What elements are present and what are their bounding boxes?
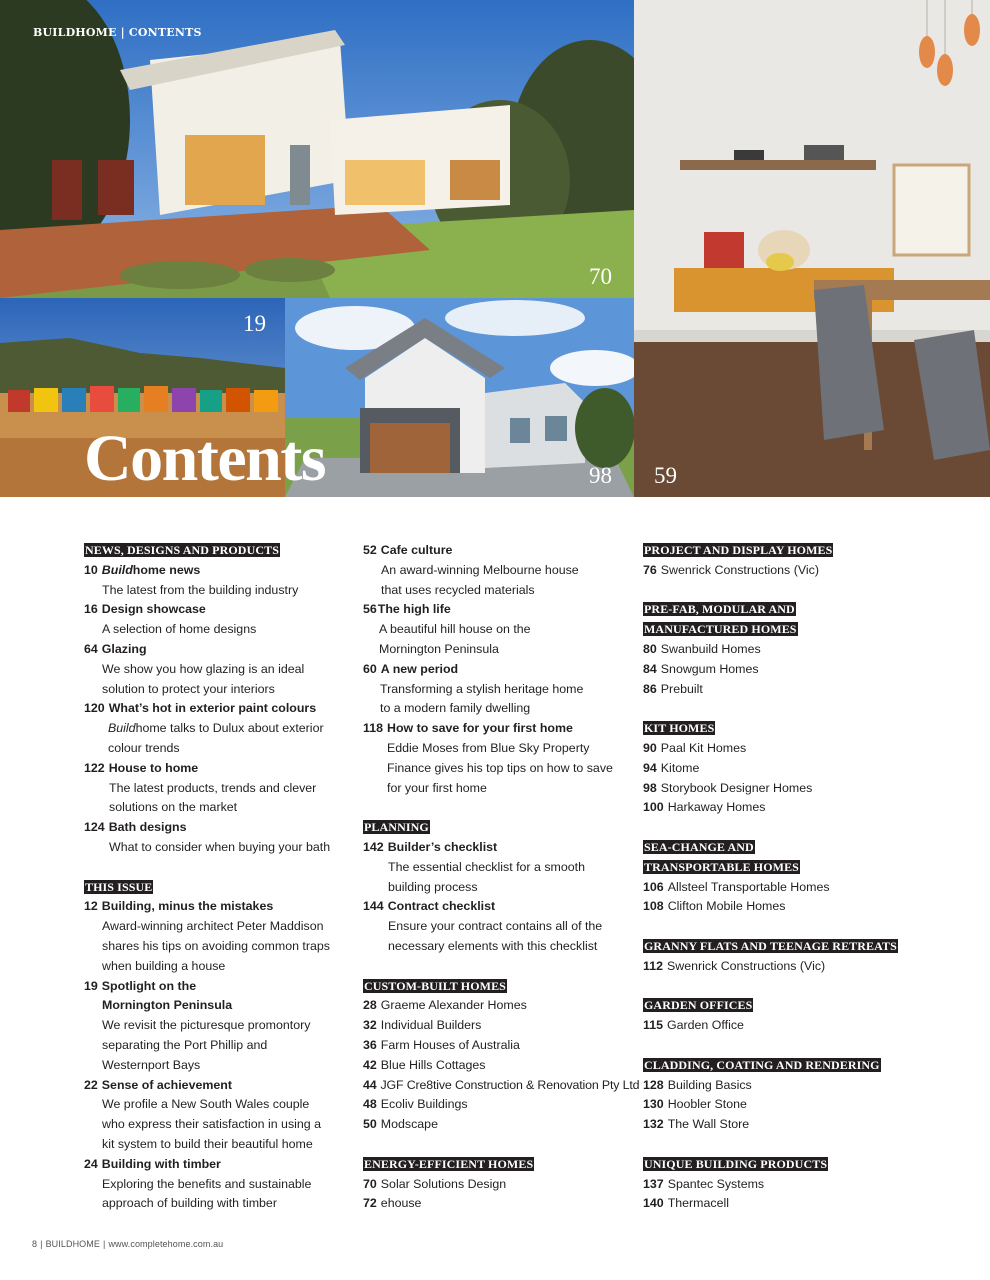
listing-entry[interactable]: 80 Swanbuild Homes (643, 641, 761, 656)
page-title: Contents (84, 422, 326, 495)
entry-description: solution to protect your interiors (102, 681, 275, 696)
listing-entry[interactable]: 44 JGF Cre8tive Construction & Renovation Pty Ltd (363, 1077, 640, 1092)
entry-description: building process (388, 879, 478, 894)
interior-photo (634, 0, 990, 497)
entry-description: Ensure your contract contains all of the (388, 919, 603, 934)
entry-description: kit system to build their beautiful home (102, 1136, 313, 1151)
contents-entry[interactable]: 10 Buildhome news (84, 562, 201, 577)
entry-description: A selection of home designs (102, 622, 257, 637)
entry-description: Eddie Moses from Blue Sky Property (387, 740, 590, 755)
listing-entry[interactable]: 108 Clifton Mobile Homes (643, 899, 786, 914)
contents-column-1 (84, 541, 356, 1214)
hero-collage (0, 0, 990, 497)
contents-entry[interactable]: 56The high life (363, 602, 451, 617)
listing-entry[interactable]: 130 Hoobler Stone (643, 1097, 747, 1112)
section-heading-granny-flats: GRANNY FLATS AND TEENAGE RETREATS (644, 938, 897, 953)
listing-entry[interactable]: 98 Storybook Designer Homes (643, 780, 813, 795)
entry-description: We show you how glazing is an ideal (102, 661, 305, 676)
contents-entry[interactable]: 24 Building with timber (84, 1156, 221, 1171)
section-heading-prefab-line2: MANUFACTURED HOMES (644, 622, 797, 637)
entry-description: We revisit the picturesque promontory (102, 1018, 311, 1033)
section-heading-sea-change: SEA-CHANGE AND (644, 839, 754, 854)
contents-entry[interactable]: 52 Cafe culture (363, 543, 453, 557)
listing-entry[interactable]: 94 Kitome (643, 760, 700, 775)
listing-entry[interactable]: 132 The Wall Store (643, 1117, 750, 1132)
entry-description: The latest products, trends and clever (109, 780, 317, 795)
section-heading-kit-homes: KIT HOMES (644, 721, 715, 736)
entry-description: who express their satisfaction in using a (102, 1117, 322, 1132)
entry-description: colour trends (108, 740, 180, 755)
entry-description: A beautiful hill house on the (379, 622, 531, 637)
section-heading-garden-offices: GARDEN OFFICES (644, 998, 753, 1013)
entry-description: Westernport Bays (102, 1057, 201, 1072)
listing-entry[interactable]: 128 Building Basics (643, 1077, 752, 1092)
entry-description: separating the Port Phillip and (102, 1037, 268, 1052)
entry-description: Finance gives his top tips on how to save (387, 760, 613, 775)
listing-entry[interactable]: 76 Swenrick Constructions (Vic) (643, 562, 819, 577)
footer-magazine: BUILDHOME (45, 1239, 100, 1249)
running-head: BUILDHOME | CONTENTS (33, 26, 202, 39)
entry-description: The latest from the building industry (102, 582, 299, 597)
contents-entry[interactable]: 142 Builder’s checklist (363, 839, 498, 854)
footer-page-number: 8 (32, 1239, 38, 1249)
section-heading-prefab: PRE-FAB, MODULAR AND (644, 602, 795, 617)
listing-entry[interactable]: 100 Harkaway Homes (643, 800, 766, 815)
contents-entry[interactable]: 124 Bath designs (84, 820, 187, 835)
contents-column-3 (643, 541, 923, 1214)
entry-description: solutions on the market (109, 800, 238, 815)
entry-description: Award-winning architect Peter Maddison (102, 919, 324, 934)
section-heading-this-issue: THIS ISSUE (85, 879, 153, 894)
entry-description: An award-winning Melbourne house (381, 562, 579, 577)
listing-entry[interactable]: 42 Blue Hills Cottages (363, 1057, 486, 1072)
entry-description: Mornington Peninsula (379, 641, 499, 656)
section-heading-unique-products: UNIQUE BUILDING PRODUCTS (644, 1156, 828, 1171)
photo-page-ref-59: 59 (654, 463, 677, 488)
listing-entry[interactable]: 28 Graeme Alexander Homes (363, 998, 527, 1013)
entry-description: Exploring the benefits and sustainable (102, 1176, 312, 1191)
entry-description: What to consider when buying your bath (109, 839, 331, 854)
entry-description: necessary elements with this checklist (388, 938, 598, 953)
entry-description: Transforming a stylish heritage home (380, 681, 584, 696)
entry-description: that uses recycled materials (381, 582, 535, 597)
entry-description: to a modern family dwelling (380, 701, 531, 716)
section-heading-planning: PLANNING (364, 820, 429, 835)
section-heading-sea-change-line2: TRANSPORTABLE HOMES (644, 859, 799, 874)
contents-entry[interactable]: 60 A new period (363, 661, 459, 676)
contents-entry[interactable]: 19 Spotlight on the (84, 978, 197, 993)
contents-entry[interactable]: 12 Building, minus the mistakes (84, 899, 274, 914)
listing-entry[interactable]: 90 Paal Kit Homes (643, 740, 747, 755)
entry-description: The essential checklist for a smooth (388, 859, 585, 874)
entry-description: Buildhome talks to Dulux about exterior (108, 721, 324, 736)
photo-page-ref-98: 98 (589, 463, 612, 488)
listing-entry[interactable]: 70 Solar Solutions Design (363, 1176, 507, 1191)
listing-entry[interactable]: 140 Thermacell (643, 1196, 729, 1211)
listing-entry[interactable]: 84 Snowgum Homes (643, 661, 759, 676)
contents-entry[interactable]: 120 What’s hot in exterior paint colours (84, 701, 317, 716)
contents-entry[interactable]: 122 House to home (84, 760, 199, 775)
section-heading-project-display: PROJECT AND DISPLAY HOMES (644, 543, 833, 557)
entry-description: approach of building with timber (102, 1196, 277, 1211)
section-heading-energy-efficient: ENERGY-EFFICIENT HOMES (364, 1156, 534, 1171)
listing-entry[interactable]: 112 Swenrick Constructions (Vic) (643, 958, 826, 973)
listing-entry[interactable]: 32 Individual Builders (363, 1018, 482, 1033)
entry-description: when building a house (102, 958, 226, 973)
listing-entry[interactable]: 86 Prebuilt (643, 681, 703, 696)
contents-entry[interactable]: 118 How to save for your first home (363, 721, 573, 736)
section-heading-custom-built: CUSTOM-BUILT HOMES (364, 978, 506, 993)
entry-description: We profile a New South Wales couple (102, 1097, 310, 1112)
contents-column-2 (363, 541, 638, 1214)
entry-description: shares his tips on avoiding common traps (102, 938, 330, 953)
entry-description: for your first home (387, 780, 487, 795)
section-heading-news: NEWS, DESIGNS AND PRODUCTS (85, 543, 279, 557)
listing-entry[interactable]: 72 ehouse (363, 1196, 422, 1211)
listing-entry[interactable]: 50 Modscape (363, 1117, 438, 1132)
listing-entry[interactable]: 48 Ecoliv Buildings (363, 1097, 468, 1112)
double-storey-photo (285, 298, 634, 497)
contents-entry[interactable]: 64 Glazing (84, 641, 147, 656)
contents-entry[interactable]: 16 Design showcase (84, 602, 206, 617)
page-footer: 8 | BUILDHOME | www.completehome.com.au (32, 1239, 224, 1249)
listing-entry[interactable]: 137 Spantec Systems (643, 1176, 765, 1191)
listing-entry[interactable]: 106 Allsteel Transportable Homes (643, 879, 830, 894)
listing-entry[interactable]: 36 Farm Houses of Australia (363, 1037, 520, 1052)
house-photo (0, 0, 634, 298)
photo-page-ref-70: 70 (589, 264, 612, 289)
footer-url[interactable]: www.completehome.com.au (108, 1239, 224, 1249)
section-heading-cladding: CLADDING, COATING AND RENDERING (644, 1057, 880, 1072)
contents-entry[interactable]: 22 Sense of achievement (84, 1077, 232, 1092)
entry-title-continued: Mornington Peninsula (102, 998, 233, 1013)
photo-page-ref-19: 19 (243, 311, 266, 336)
listing-entry[interactable]: 115 Garden Office (643, 1018, 744, 1033)
contents-entry[interactable]: 144 Contract checklist (363, 899, 496, 914)
